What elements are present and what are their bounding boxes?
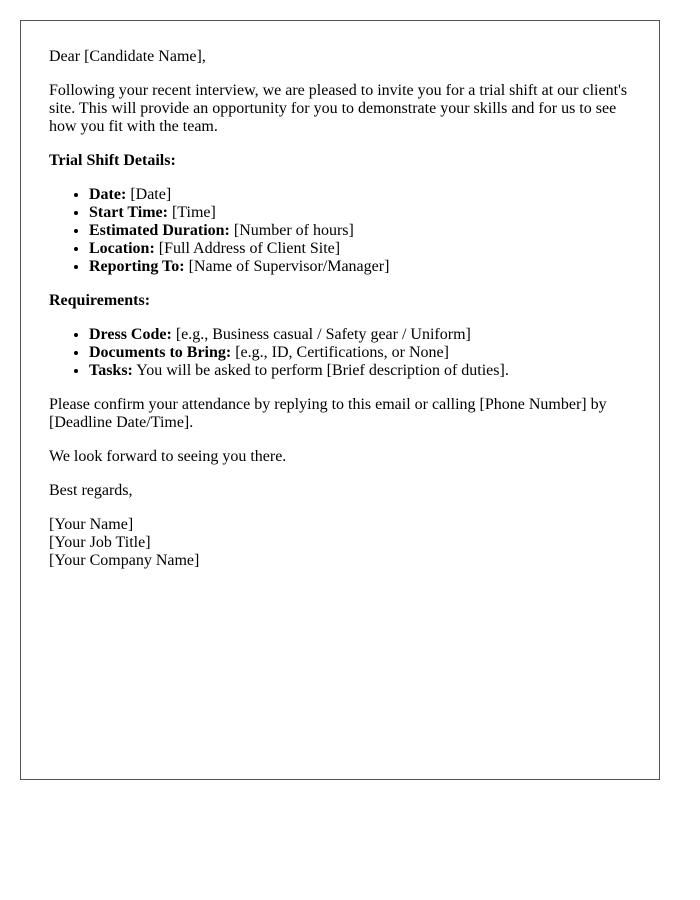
signature-block	[49, 516, 631, 570]
detail-date	[89, 186, 631, 204]
salutation: Dear [Candidate Name],	[49, 48, 206, 65]
detail-duration	[89, 222, 631, 240]
closing-line: We look forward to seeing you there.	[49, 448, 287, 465]
detail-value: [Name of Supervisor/Manager]	[188, 258, 390, 275]
detail-location	[89, 240, 631, 258]
requirements-list	[49, 326, 631, 380]
confirm-paragraph: Please confirm your attendance by replying to this email or calling [Phone Number] by [Deadline Date/Time].	[49, 396, 607, 431]
requirement-value: [e.g., ID, Certifications, or None]	[235, 344, 449, 361]
signature-name: [Your Name]	[49, 516, 134, 533]
detail-label: Estimated Duration:	[89, 222, 230, 239]
signature-company: [Your Company Name]	[49, 552, 200, 569]
requirement-label: Documents to Bring:	[89, 344, 232, 361]
requirement-documents	[89, 344, 631, 362]
requirement-label: Dress Code:	[89, 326, 172, 343]
detail-label: Location:	[89, 240, 155, 257]
detail-label: Date:	[89, 186, 127, 203]
detail-label: Reporting To:	[89, 258, 185, 275]
requirements-heading: Requirements:	[49, 292, 151, 309]
requirement-value: [e.g., Business casual / Safety gear / Uniform]	[175, 326, 471, 343]
detail-value: [Date]	[130, 186, 172, 203]
detail-reporting-to	[89, 258, 631, 276]
intro-paragraph: Following your recent interview, we are pleased to invite you for a trial shift at our client's site. This will provide an opportunity for you to demonstrate your skills and for us to see how you fit with the team.	[49, 82, 628, 135]
requirement-tasks	[89, 362, 631, 380]
requirement-value: You will be asked to perform [Brief description of duties].	[136, 362, 509, 379]
trial-shift-heading: Trial Shift Details:	[49, 152, 176, 169]
requirement-label: Tasks:	[89, 362, 133, 379]
detail-start-time	[89, 204, 631, 222]
letter-container	[20, 20, 660, 780]
detail-value: [Time]	[171, 204, 216, 221]
sign-off: Best regards,	[49, 482, 133, 499]
signature-job-title: [Your Job Title]	[49, 534, 151, 551]
detail-label: Start Time:	[89, 204, 168, 221]
requirement-dress-code	[89, 326, 631, 344]
detail-value: [Number of hours]	[233, 222, 354, 239]
trial-details-list	[49, 186, 631, 276]
detail-value: [Full Address of Client Site]	[158, 240, 341, 257]
